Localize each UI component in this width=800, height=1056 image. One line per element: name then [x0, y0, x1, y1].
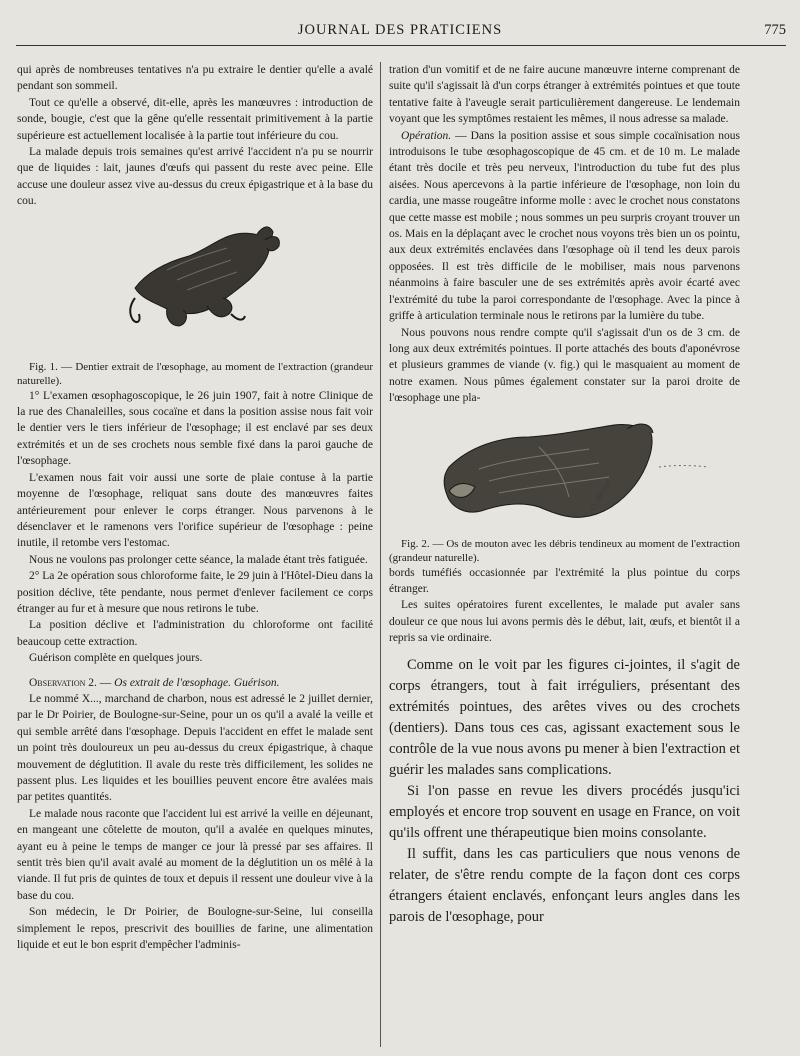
- column-divider: [380, 62, 381, 1047]
- observation-label: Observation 2.: [29, 676, 97, 689]
- paragraph: Nous ne voulons pas prolonger cette séance, la malade étant très fatiguée.: [29, 553, 368, 566]
- observation-title: Os extrait de l'œsophage. Guérison.: [114, 676, 280, 689]
- figure-1-caption: Fig. 1. — Dentier extrait de l'œsophage, au moment de l'extraction (grandeur naturelle).: [17, 360, 373, 387]
- bone-illustration: [389, 407, 740, 537]
- operation-text: — Dans la position assise et sous simple cocaïnisation nous introduisons le tube œsophagoscopique de 45 cm. et de 10 m. Le malade étant très docile et très peu nerveux, l'introduction du tube fut des plus aisées. Nous apercevons à la partie inférieure de l'œsophage, non loin du cardia, une masse rougeâtre informe molle : avec le crochet nous constatons que cette masse est mobile ; nous sommes un peu surpris croyant trouver un os. Mais en la déplaçant avec le crochet nous voyons très bien un os pointu, aux deux extrémités enclavées dans l'œsophage où il tend les deux parois opposées. Il est très difficile de le mobiliser, mais nous parvenons néanmoins à faire basculer une de ses extrémités après avoir écarté avec l'extrémité du tube la paroi correspondante de l'œsophage. Avec la pince à griffe à articulation terminale nous le retirons par la lumière du tube.: [389, 129, 741, 323]
- figure-2-caption: Fig. 2. — Os de mouton avec les débris tendineux au moment de l'extraction (grandeur naturelle).: [389, 537, 740, 564]
- paragraph: [389, 128, 740, 325]
- figure-2: [389, 407, 740, 565]
- figure-2-signature: D. Hérissé: [587, 477, 613, 512]
- observation-heading: Observation 2. — Os extrait de l'œsophage. Guérison.: [29, 676, 280, 689]
- paragraph: La malade depuis trois semaines qu'est arrivé l'accident n'a pu se nourrir que de liquides : lait, jaunes d'œufs qui passent du reste avec peine. Elle accuse une douleur assez vive au-dessus du creux épigastrique et à la base du cou.: [17, 146, 373, 208]
- denture-illustration: [17, 210, 373, 360]
- paragraph: 1° L'examen œsophagoscopique, le 26 juin 1907, fait à notre Clinique de la rue des Chanaleilles, sous cocaïne et dans la position assise nous fait voir le dentier vers le tiers inférieur de l'œsophage; il est enclavé par ses deux extrémités et un de ses crochets nous semble fixé dans la paroi gauche de l'œsophage.: [17, 389, 373, 468]
- running-header: JOURNAL DES PRATICIENS: [297, 22, 503, 38]
- page-number: 775: [764, 22, 786, 38]
- paragraph: Guérison complète en quelques jours.: [29, 652, 203, 665]
- paragraph: Comme on le voit par les figures ci-jointes, il s'agit de corps étrangers, tout à fait irréguliers, présentant des extrémités pointues, des arêtes vives ou des crochets (dentiers). Dans tous ces cas, agissant exactement sous le contrôle de la vue nous avons pu mener à bien l'extraction et guérir les malades sans complications.: [389, 656, 740, 778]
- paragraph: La position déclive et l'administration du chloroforme ont facilité beaucoup cette extraction.: [17, 619, 373, 648]
- paragraph: L'examen nous fait voir aussi une sorte de plaie contuse à la partie moyenne de l'œsophage, reliquat sans doute des manœuvres faites antérieurement pour enlever le corps étranger. Nous parvenons à le désenclaver et le ramenons vers l'orifice supérieur de l'œsophage : peine inutile, il retombe vers l'estomac.: [17, 471, 373, 550]
- figure-1-signature: Habiant: [147, 275, 179, 298]
- paragraph: 2° La 2e opération sous chloroforme faite, le 29 juin à l'Hôtel-Dieu dans la position déclive, tête pendante, nous permet d'enlever facilement ce corps étranger au fur et à mesure que nous retirons le tube.: [17, 570, 373, 615]
- right-column: [389, 62, 740, 928]
- paragraph: bords tuméfiés occasionnée par l'extrémité la plus pointue du corps étranger.: [389, 566, 740, 595]
- paragraph: qui après de nombreuses tentatives n'a pu extraire le dentier qu'elle a avalé pendant son sommeil.: [17, 64, 373, 93]
- paragraph: Le malade nous raconte que l'accident lui est arrivé la veille en déjeunant, en mangeant une côtelette de mouton, qu'il a avalée en quelques minutes, ayant eu à peine le temps de manger ce jour là pressé par ses affaires. Il sentit très bien qu'il avait avalé au moment de la déglutition un os mêlé à la viande. Il fut pris de quintes de toux et depuis il ressent une douleur vive à la base du cou.: [17, 807, 373, 902]
- paragraph: Son médecin, le Dr Poirier, de Boulogne-sur-Seine, lui conseilla simplement le repos, prescrivit des bouillies de farine, une alimentation liquide et eut le bon esprit d'empêcher l'adminis-: [17, 906, 373, 952]
- paragraph: Les suites opératoires furent excellentes, le malade put avaler sans douleur ce que nous lui avons permis dès le début, lait, œufs, et bientôt il a repris sa vie ordinaire.: [389, 599, 740, 645]
- left-column: [17, 62, 373, 953]
- figure-1: [17, 210, 373, 388]
- paragraph: Tout ce qu'elle a observé, dit-elle, après les manœuvres : introduction de sonde, bougie, c'est que la gêne qu'elle ressentait primitivement à la partie supérieure est actuellement localisée à la partie tout inférieure du cou.: [17, 96, 373, 142]
- paragraph: tration d'un vomitif et de ne faire aucune manœuvre interne comprenant de suite qu'il s'agissait là d'un corps étranger à extrémités pointues et que toute tentative faite à l'aveugle serait particulièrement dangereuse. Le lendemain voyant que les symptômes restaient les mêmes, il nous adresse sa malade.: [389, 64, 740, 126]
- paragraph: Le nommé X..., marchand de charbon, nous est adressé le 2 juillet dernier, par le Dr Poirier, de Boulogne-sur-Seine, pour un os qu'il a avalé la veille et qui semble arrêté dans l'œsophage. Depuis l'accident en effet le malade sent un point très douloureux un peu au-dessus du creux épigastrique, à chaque mouvement de déglutition. Il avale du reste très difficilement, les solides ne passent plus. Les liquides et les bouillies peuvent encore être avalées mais par petites quantités.: [17, 692, 373, 804]
- header-rule: [16, 45, 786, 46]
- paragraph: Si l'on passe en revue les divers procédés jusqu'ici employés et encore trop souvent en usage en France, on voit qu'ils offrent une thérapeutique bien moins consolante.: [389, 782, 740, 841]
- paragraph: Nous pouvons nous rendre compte qu'il s'agissait d'un os de 3 cm. de long aux deux extrémités pointues. Il porte attachés des bouts d'aponévrose et plusieurs grammes de viande (v. fig.) qui le masquaient au moment de notre examen. Nous pûmes également constater sur la paroi droite de l'œsophage une pla-: [389, 326, 740, 405]
- paragraph: Il suffit, dans les cas particuliers que nous venons de relater, de s'être rendu compte de la façon dont ces corps étrangers étaient enclavés, enfonçant leurs angles dans les parois de l'œsophage, pour: [389, 845, 740, 925]
- large-text-section: [389, 655, 740, 928]
- operation-label: Opération.: [401, 129, 452, 142]
